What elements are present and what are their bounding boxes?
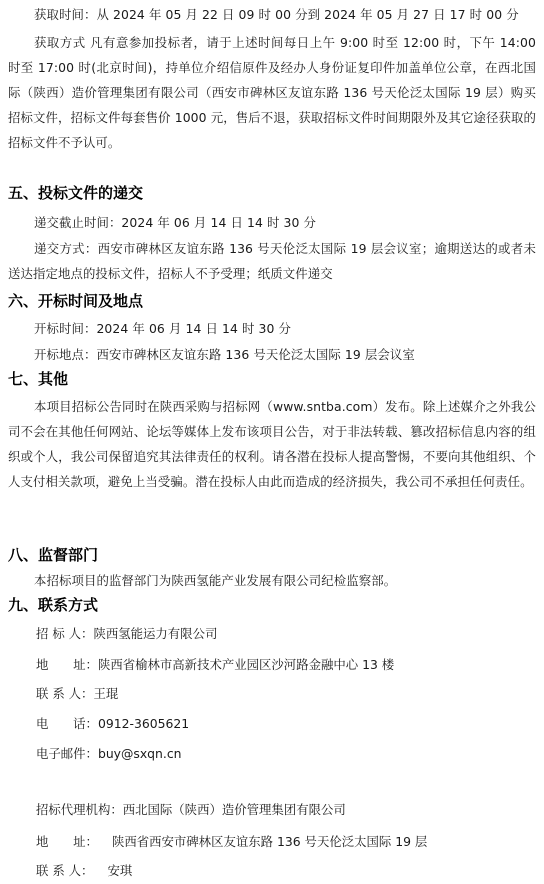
contact-label: 电子邮件： [36,746,98,761]
tenderer-email-row [36,744,182,764]
other-text: 本项目招标公告同时在陕西采购与招标网（www.sntba.com）发布。除上述媒介之外我公司不会在其他任何网站、论坛等媒体上发布该项目公告，对于非法转载、篡改招标信息内容的组织或个人，我公司保留追究其法律责任的权利。请各潜在投标人提高警惕，不要向其他组织、个人支付相关款项，避免上当受骗。潜在投标人由此而造成的经济损失，我公司不承担任何责任。 [8,399,536,489]
section-heading-contact: 九、联系方式 [8,596,99,614]
supervision-text: 本招标项目的监督部门为陕西氢能产业发展有限公司纪检监察部。 [34,573,397,588]
acquire-time: 获取时间：从 2024 年 05 月 22 日 09 时 00 分到 2024 年 05 月 27 日 17 时 00 分 [34,7,519,22]
contact-label: 电 话： [36,716,98,731]
tenderer-name-row [36,624,217,644]
section-heading-other: 七、其他 [8,370,69,388]
section-heading-opening: 六、开标时间及地点 [8,292,144,310]
agency-name-row [36,800,346,820]
contact-value: 陕西省榆林市高新技术产业园区沙河路金融中心 13 楼 [97,657,395,672]
tenderer-contact-row [36,684,118,704]
contact-value: 陕西氢能运力有限公司 [93,626,218,641]
contact-email: buy@sxqn.cn [97,746,182,761]
contact-label: 地 址： [36,657,98,672]
contact-label: 地 址： [36,834,98,849]
contact-value: 陕西省西安市碑林区友谊东路 136 号天伦泛太国际 19 层 [111,834,428,849]
contact-value: 安琪 [107,863,133,878]
section-heading-supervision: 八、监督部门 [8,546,99,564]
submission-deadline: 递交截止时间：2024 年 06 月 14 日 14 时 30 分 [34,215,317,230]
agency-contact-row [36,861,132,881]
section-heading-submission: 五、投标文件的递交 [8,184,144,202]
agency-address-row [36,832,427,852]
contact-value: 西北国际（陕西）造价管理集团有限公司 [122,802,346,817]
contact-label: 招标代理机构： [36,802,123,817]
acquire-method: 获取方式 凡有意参加投标者，请于上述时间每日上午 9:00 时至 12:00 时，下午 14:00 时至 17:00 时(北京时间)，持单位介绍信原件及经办人身份证复印件加盖单位公章，在西北国际（陕西）造价管理集团有限公司（西安市碑林区友谊东路 136 号天伦泛太国际 19 层）购买招标文件，招标文件每套售价 1000 元，售后不退，获取招标文件时间期限外及其它途径获取的招标文件不予认可。 [8,35,536,150]
opening-time: 开标时间：2024 年 06 月 14 日 14 时 30 分 [34,321,292,336]
contact-label: 招 标 人： [36,626,94,641]
submission-method: 递交方式：西安市碑林区友谊东路 136 号天伦泛太国际 19 层会议室；逾期送达的或者未送达指定地点的投标文件，招标人不予受理；纸质文件递交 [8,241,536,281]
contact-value: 王琨 [93,686,119,701]
tenderer-address-row [36,655,394,675]
contact-label: 联 系 人： [36,686,94,701]
contact-label: 联 系 人： [36,863,94,878]
tenderer-phone-row [36,714,189,734]
contact-value: 0912-3605621 [97,716,190,731]
opening-place: 开标地点：西安市碑林区友谊东路 136 号天伦泛太国际 19 层会议室 [34,347,415,362]
